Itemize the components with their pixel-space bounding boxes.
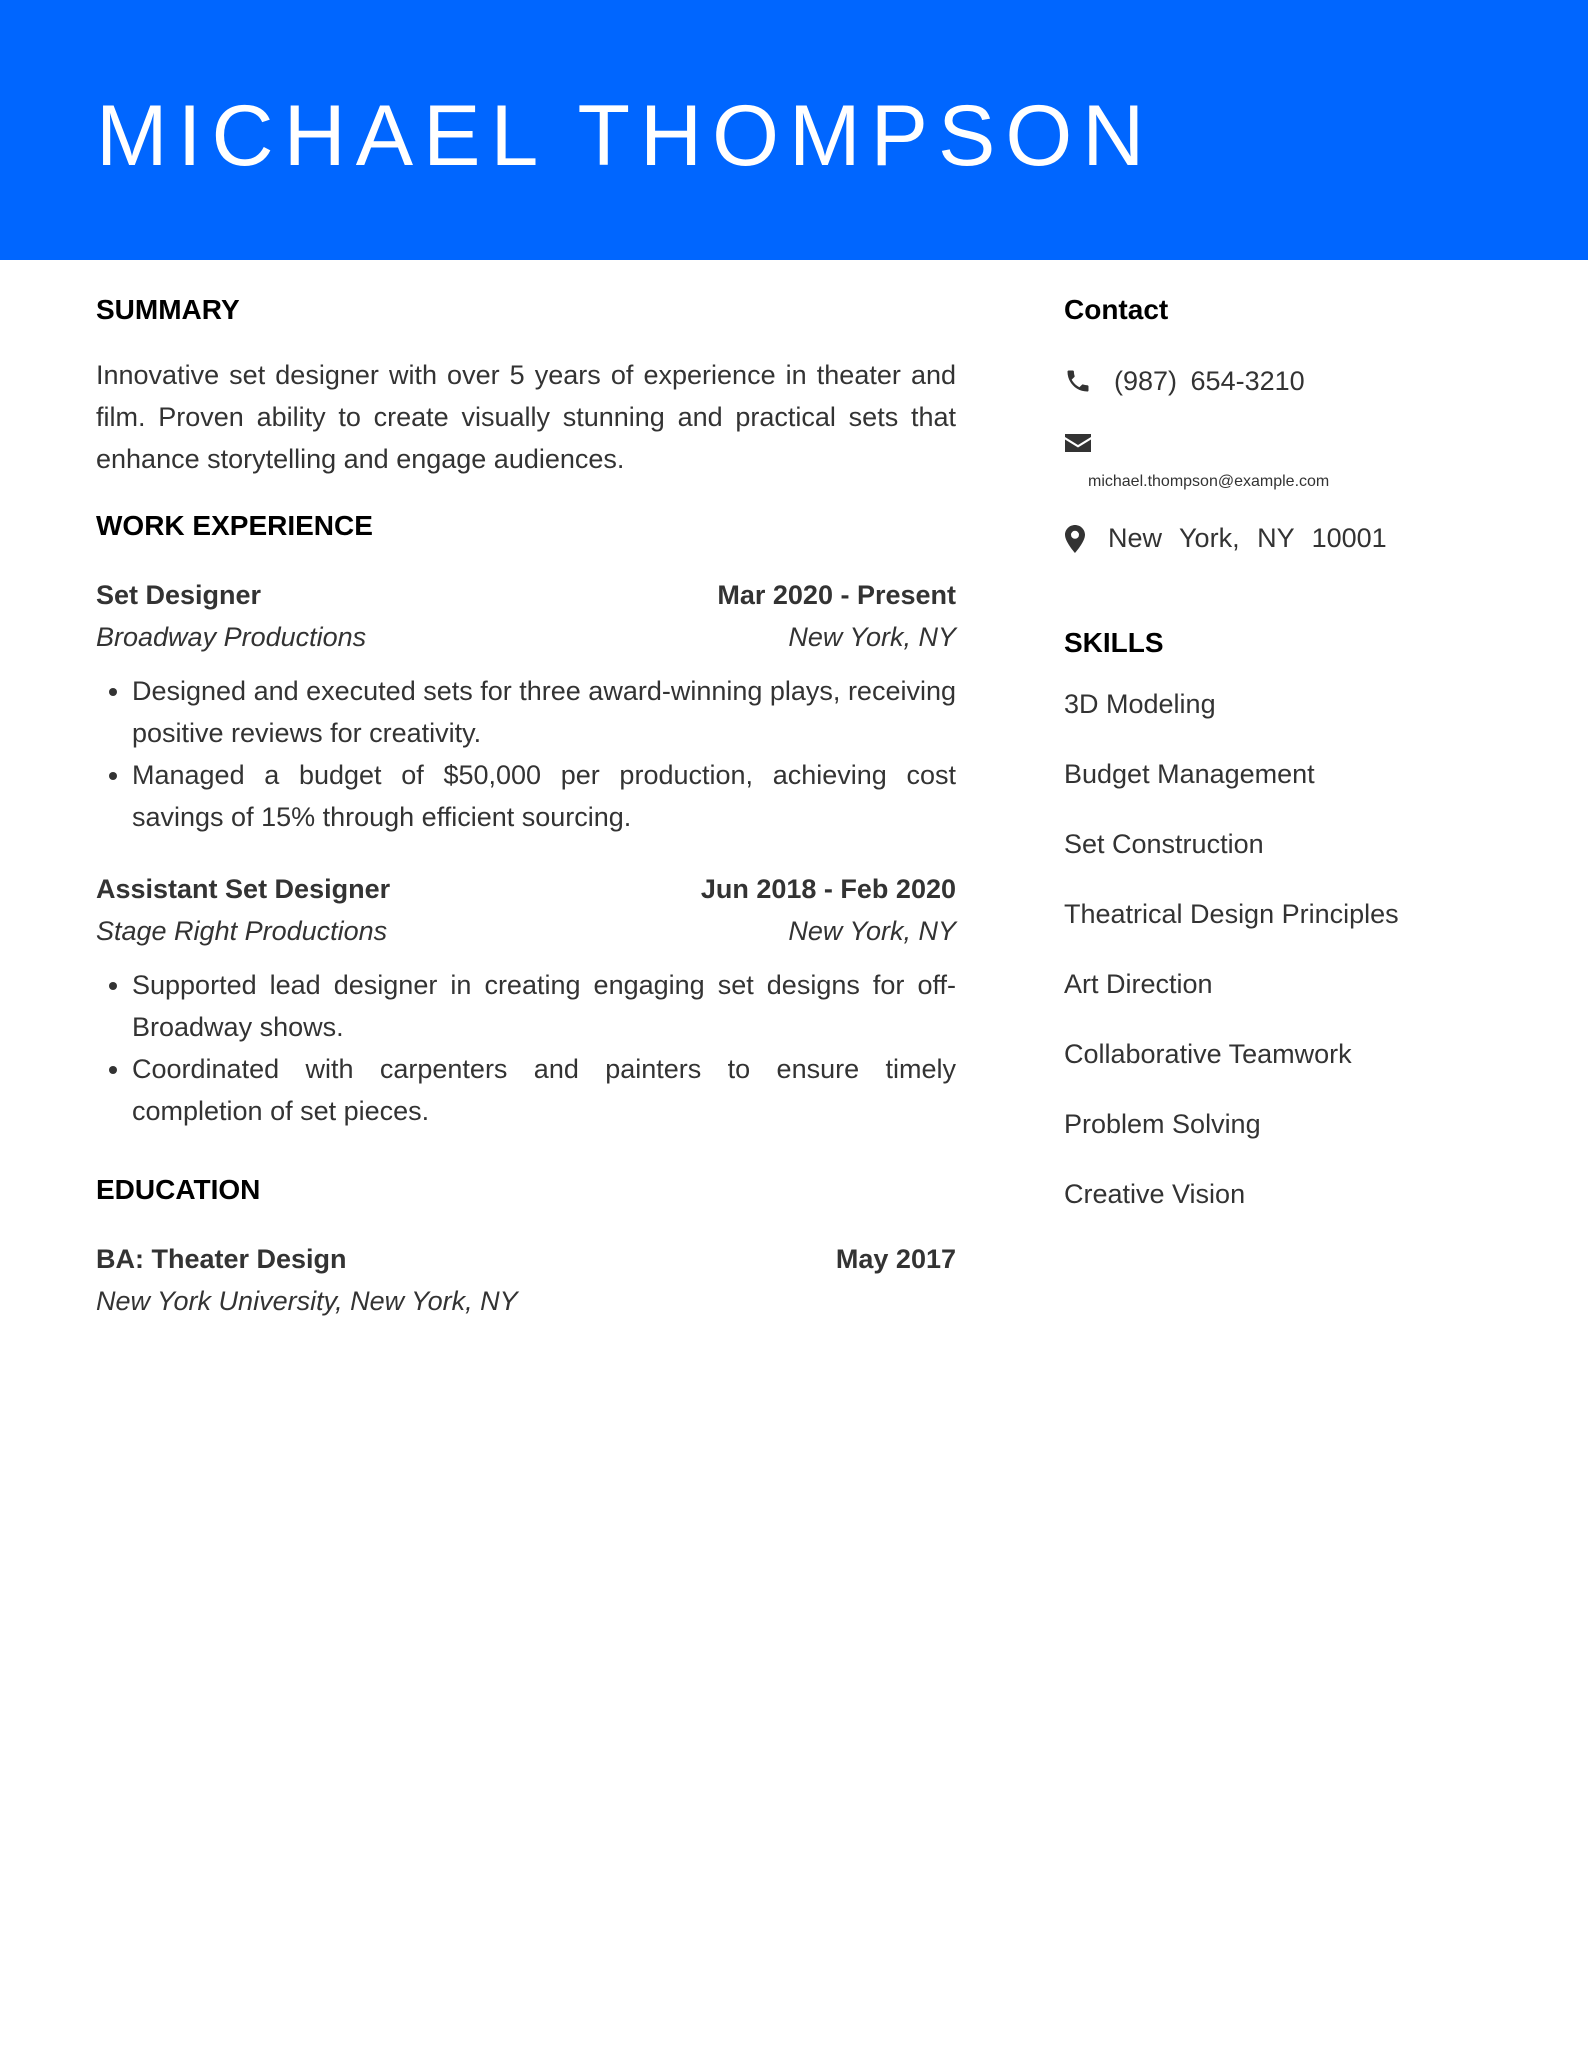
job-location: New York, NY	[788, 622, 956, 652]
job-dates: Jun 2018 - Feb 2020	[700, 874, 956, 904]
job-bullet: • Supported lead designer in creating engaging set designs for off-Broadway shows.	[132, 964, 956, 1048]
envelope-icon	[1064, 424, 1094, 466]
phone-number: (987) 654-3210	[1114, 366, 1305, 396]
email-address[interactable]: michael.thompson@example.com	[1088, 473, 1330, 490]
skill-item: Problem Solving	[1064, 1109, 1261, 1139]
education-entry	[96, 1238, 956, 1322]
job-company: Broadway Productions	[96, 622, 367, 652]
education-degree: BA: Theater Design	[96, 1244, 347, 1274]
skills-list	[1064, 683, 1494, 1215]
contact-phone	[1064, 360, 1494, 402]
summary-heading: SUMMARY	[96, 294, 240, 325]
education-heading: EDUCATION	[96, 1174, 261, 1205]
contact-location	[1064, 517, 1494, 559]
job-location: New York, NY	[788, 916, 956, 946]
job-bullet: • Coordinated with carpenters and painters to ensure timely completion of set pieces.	[132, 1048, 956, 1132]
candidate-name: MICHAEL THOMPSON	[96, 88, 1155, 184]
skill-item: 3D Modeling	[1064, 689, 1216, 719]
job-entry	[96, 574, 956, 838]
job-dates: Mar 2020 - Present	[717, 580, 956, 610]
header-banner	[0, 0, 1588, 260]
phone-icon	[1064, 360, 1094, 402]
skill-item: Art Direction	[1064, 969, 1213, 999]
education-date: May 2017	[835, 1244, 956, 1274]
main-column	[96, 290, 956, 1322]
job-role: Assistant Set Designer	[96, 874, 391, 904]
skill-item: Budget Management	[1064, 759, 1315, 789]
education-section	[96, 1170, 956, 1322]
location-text: New York, NY 10001	[1108, 523, 1387, 553]
summary-section	[96, 290, 956, 480]
work-experience-section	[96, 506, 956, 1132]
skills-heading: SKILLS	[1064, 627, 1164, 658]
skill-item: Collaborative Teamwork	[1064, 1039, 1352, 1069]
job-entry	[96, 868, 956, 1132]
contact-section	[1064, 290, 1494, 559]
contact-email	[1064, 424, 1494, 491]
education-school: New York University, New York, NY	[96, 1286, 518, 1316]
skills-section	[1064, 623, 1494, 1215]
map-pin-icon	[1064, 517, 1094, 559]
work-experience-heading: WORK EXPERIENCE	[96, 510, 373, 541]
job-bullets	[96, 964, 956, 1132]
sidebar-column	[1064, 290, 1494, 1243]
job-bullet: • Managed a budget of $50,000 per production, achieving cost savings of 15% through efficient sourcing.	[132, 754, 956, 838]
job-bullet: • Designed and executed sets for three award-winning plays, receiving positive reviews for creativity.	[132, 670, 956, 754]
summary-text: Innovative set designer with over 5 years of experience in theater and film. Proven ability to create visually stunning and practical sets that enhance storytelling and engage audiences.	[96, 360, 956, 474]
skill-item: Creative Vision	[1064, 1179, 1246, 1209]
job-bullets	[96, 670, 956, 838]
job-company: Stage Right Productions	[96, 916, 388, 946]
contact-heading: Contact	[1064, 294, 1169, 325]
job-role: Set Designer	[96, 580, 262, 610]
skill-item: Theatrical Design Principles	[1064, 899, 1399, 929]
skill-item: Set Construction	[1064, 829, 1264, 859]
